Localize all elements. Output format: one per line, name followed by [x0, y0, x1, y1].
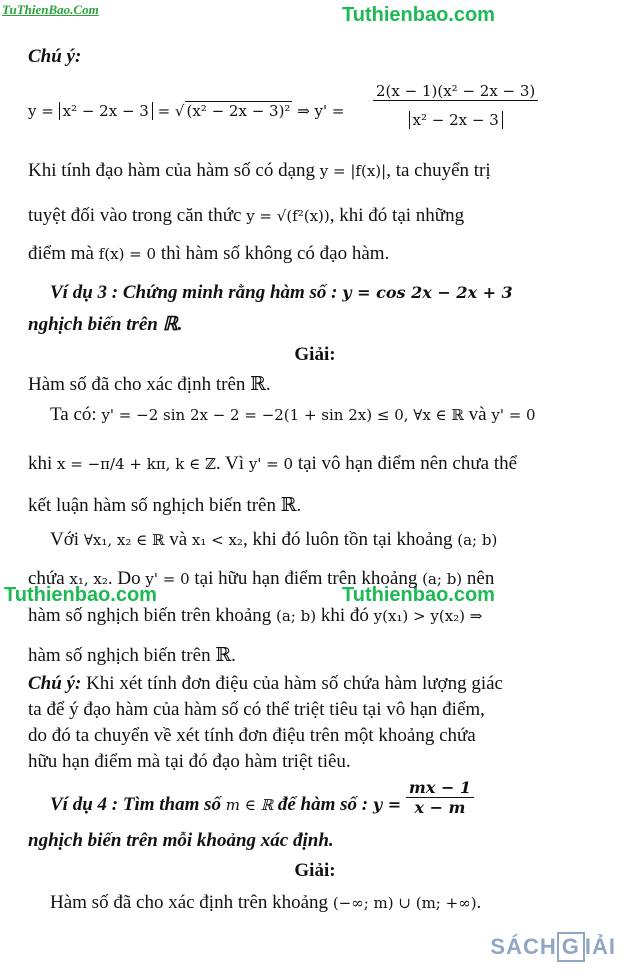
example3-s4: kết luận hàm số nghịch biến trên ℝ. [28, 495, 302, 516]
example4-s1: Hàm số đã cho xác định trên khoảng (−∞; m) ∪ (m; +∞). [50, 892, 482, 913]
note1-line2: tuyệt đối vào trong căn thức y = √(f²(x)), khi đó tại những [28, 205, 465, 226]
example3-s5: Với ∀x₁, x₂ ∈ ℝ và x₁ < x₂, khi đó luôn tồn tại khoảng (a; b) [50, 529, 498, 550]
watermark-mid-center: Tuthienbao.com [342, 584, 495, 606]
sachgiai-logo: SÁCH G IẢI [490, 932, 616, 962]
example3-s7: hàm số nghịch biến trên khoảng (a; b) khi đó y(x₁) > y(x₂) ⇒ [28, 605, 483, 626]
example3-title: Ví dụ 3 : Chứng minh rằng hàm số : y = cos 2x − 2x + 3 [50, 282, 513, 303]
example3-s2: Ta có: y' = −2 sin 2x − 2 = −2(1 + sin 2x) ≤ 0, ∀x ∈ ℝ và y' = 0 [50, 404, 536, 425]
note1-title: Chú ý: [28, 46, 82, 67]
example4-title2: nghịch biến trên mỗi khoảng xác định. [28, 830, 334, 851]
note2-line3: do đó ta chuyển về xét tính đơn điệu trên một khoảng chứa [28, 725, 476, 746]
note2-line4: hữu hạn điểm mà tại đó đạo hàm triệt tiêu. [28, 751, 351, 772]
note1-line3: điểm mà f(x) = 0 thì hàm số không có đạo hàm. [28, 243, 390, 264]
note1-formula: y = x² − 2x − 3 = √ (x² − 2x − 3)² ⇒ y' = $\frac{\text{2(x − 1)(x² − 2x − 3)}}{\text{x² − 2x − 3}}$ [28, 82, 616, 142]
note2-line2: ta để ý đạo hàm của hàm số có thể triệt tiêu tại vô hạn điểm, [28, 699, 485, 720]
example3-s8: hàm số nghịch biến trên ℝ. [28, 645, 236, 666]
watermark-top-center: Tuthienbao.com [342, 4, 495, 26]
note2-line1: Chú ý: Khi xét tính đơn điệu của hàm số chứa hàm lượng giác [28, 673, 503, 694]
example3-s3: khi x = −π/4 + kπ, k ∈ ℤ. Vì y' = 0 tại vô hạn điểm nên chưa thể [28, 453, 518, 474]
example3-title2: nghịch biến trên ℝ. [28, 314, 183, 335]
example4-title: Ví dụ 4 : Tìm tham số m ∈ ℝ để hàm số : y = $\frac{mx - 1}{x - m}$ [50, 786, 616, 825]
note1-line1: Khi tính đạo hàm của hàm số có dạng y = |f(x)|, ta chuyển trị [28, 160, 491, 181]
example3-solution-heading: Giải: [294, 344, 336, 365]
watermark-mid-left: Tuthienbao.com [4, 584, 157, 606]
watermark-top-left: TuThienBao.Com [2, 2, 99, 17]
example4-solution-heading: Giải: [294, 860, 336, 881]
example3-s6: chứa x₁, x₂. Do y' = 0 tại hữu hạn điểm trên khoảng (a; b) nên [28, 568, 495, 589]
example3-s1: Hàm số đã cho xác định trên ℝ. [28, 374, 271, 395]
